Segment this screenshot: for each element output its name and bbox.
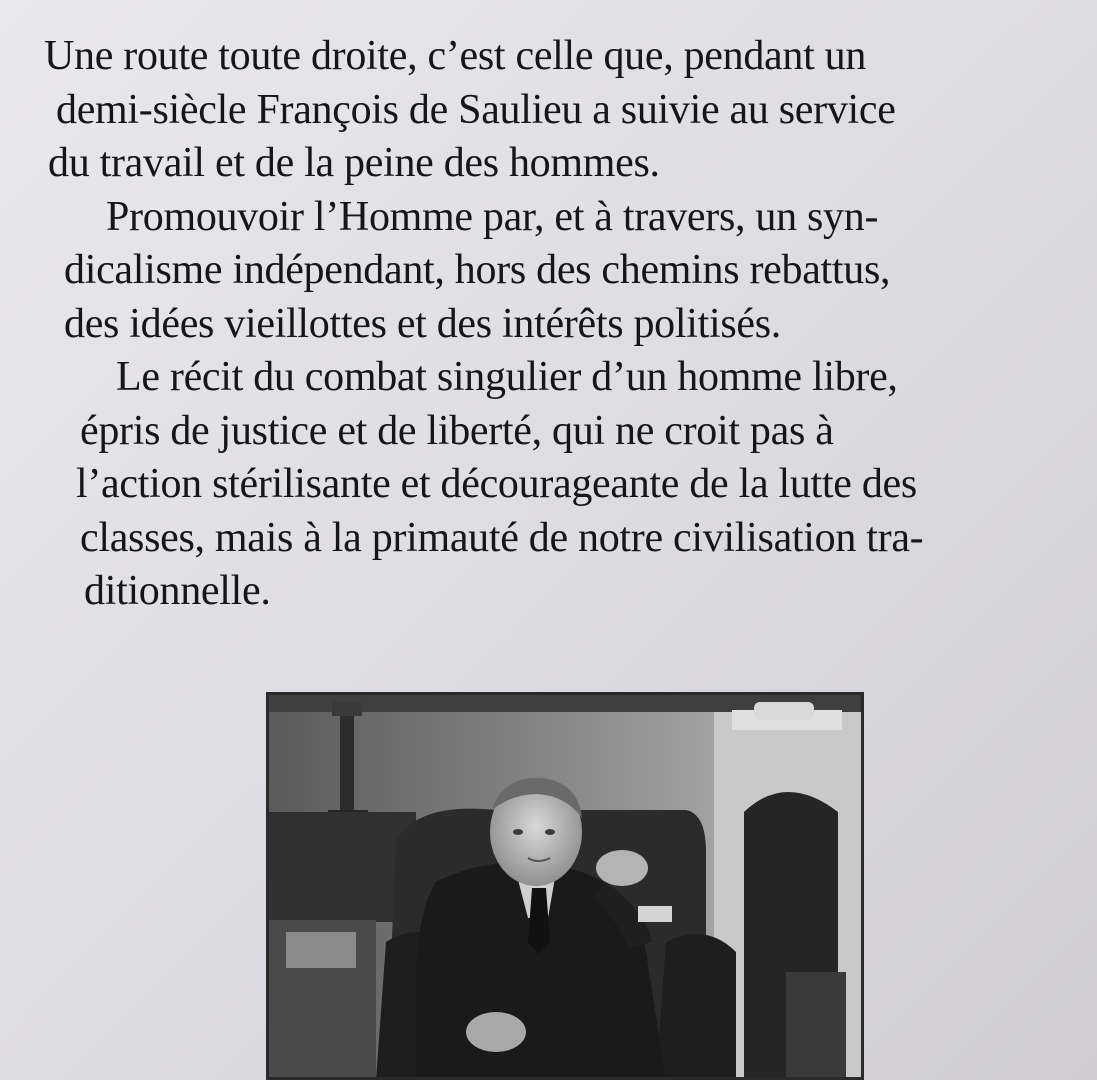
text-line: ditionnelle. — [84, 568, 271, 614]
author-portrait-photo — [266, 692, 864, 1080]
blurb-text — [44, 30, 1064, 619]
text-line: épris de justice et de liberté, qui ne croit pas à — [80, 407, 834, 454]
text-line: du travail et de la peine des hommes. — [48, 140, 660, 186]
text-line: dicalisme indépendant, hors des chemins rebattus, — [64, 247, 891, 293]
text-line: Une route toute droite, c’est celle que, pendant un — [44, 33, 867, 79]
text-line: des idées vieillottes et des intérêts politisés. — [64, 300, 781, 347]
text-line: demi-siècle François de Saulieu a suivie au service — [56, 86, 896, 133]
portrait-illustration — [266, 692, 864, 1080]
text-line: Le récit du combat singulier d’un homme libre, — [116, 354, 898, 400]
paragraph-1 — [44, 30, 1064, 191]
text-line: l’action stérilisante et décourageante de la lutte des — [76, 461, 917, 507]
paragraph-3 — [44, 351, 1064, 619]
paragraph-2 — [44, 191, 1064, 352]
text-line: classes, mais à la primauté de notre civilisation tra- — [80, 514, 924, 561]
text-line: Promouvoir l’Homme par, et à travers, un syn- — [106, 193, 879, 240]
